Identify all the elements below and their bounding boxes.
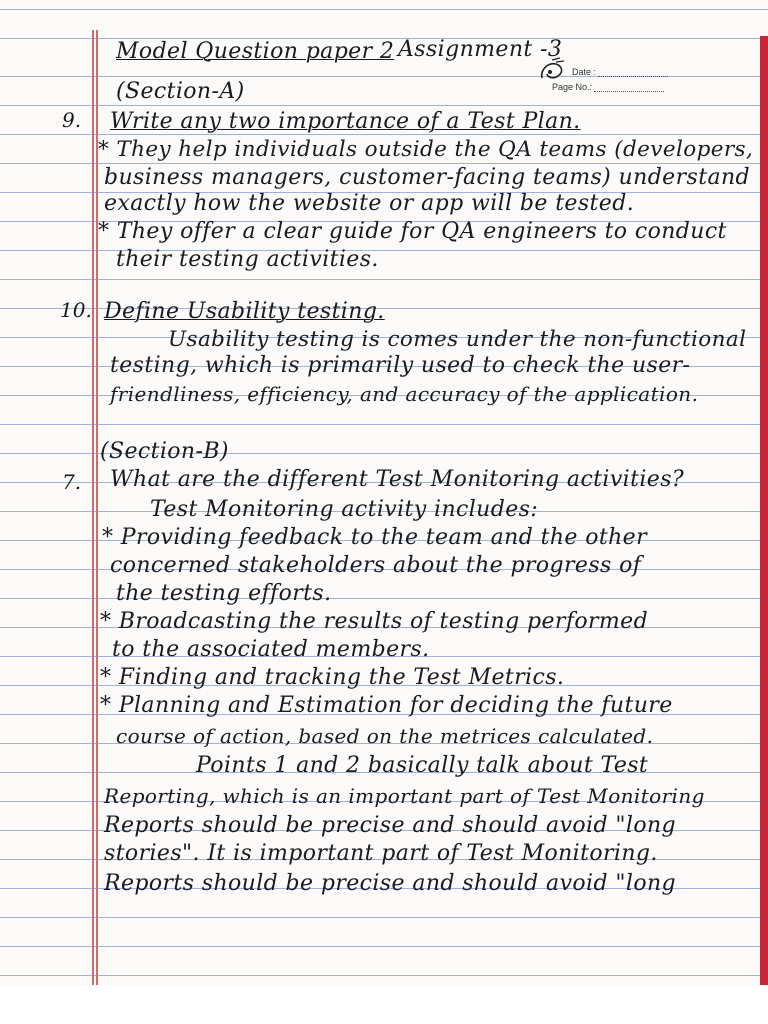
date-field — [572, 67, 668, 77]
page-bottom-margin — [0, 985, 768, 1024]
answer-line: * They help individuals outside the QA teams (developers, — [98, 137, 754, 162]
answer-line: * They offer a clear guide for QA engineers to conduct — [98, 219, 727, 244]
answer-line: business managers, customer-facing teams) understand — [104, 165, 751, 190]
answer-line: to the associated members. — [112, 637, 430, 662]
answer-line: * Broadcasting the results of testing performed — [100, 609, 649, 634]
answer-line: * Planning and Estimation for deciding the future — [100, 693, 673, 718]
answer-line: * Finding and tracking the Test Metrics. — [100, 665, 565, 690]
answer-line: concerned stakeholders about the progress of — [110, 553, 642, 578]
question-number: 7. — [62, 470, 82, 494]
answer-line: Reports should be precise and should avoid "long — [104, 871, 677, 896]
assignment-title: Assignment -3 — [398, 37, 563, 62]
answer-line: testing, which is primarily used to check the user- — [110, 353, 691, 378]
margin-line — [96, 30, 98, 990]
answer-line: Points 1 and 2 basically talk about Test — [196, 753, 649, 778]
margin-line — [92, 30, 94, 990]
question-text: What are the different Test Monitoring activities? — [110, 467, 685, 492]
date-label: Date : — [572, 67, 597, 77]
question-text: Write any two importance of a Test Plan. — [110, 109, 581, 134]
paper-title: Model Question paper 2 — [116, 39, 395, 64]
answer-line: Reports should be precise and should avoid "long — [104, 813, 677, 838]
answer-line: their testing activities. — [116, 247, 379, 272]
answer-line: Reporting, which is an important part of Test Monitoring — [104, 784, 705, 808]
answer-line: friendliness, efficiency, and accuracy of the application. — [110, 382, 699, 406]
answer-line: exactly how the website or app will be tested. — [104, 191, 635, 216]
answer-line: Test Monitoring activity includes: — [150, 497, 539, 522]
page-number-label: Page No.: — [552, 82, 593, 92]
page-edge — [760, 36, 768, 991]
answer-line: the testing efforts. — [116, 581, 332, 606]
page-number-field — [552, 82, 664, 92]
section-a-label: (Section-A) — [116, 79, 245, 104]
answer-line: Usability testing is comes under the non-functional — [168, 327, 747, 352]
section-b-label: (Section-B) — [100, 439, 229, 464]
answer-line: * Providing feedback to the team and the other — [102, 525, 648, 550]
answer-line: stories". It is important part of Test Monitoring. — [104, 841, 658, 866]
question-text: Define Usability testing. — [104, 299, 385, 324]
question-number: 10. — [60, 298, 92, 322]
question-number: 9. — [62, 108, 82, 132]
answer-line: course of action, based on the metrices calculated. — [116, 724, 654, 748]
notebook-logo-icon — [538, 56, 568, 84]
